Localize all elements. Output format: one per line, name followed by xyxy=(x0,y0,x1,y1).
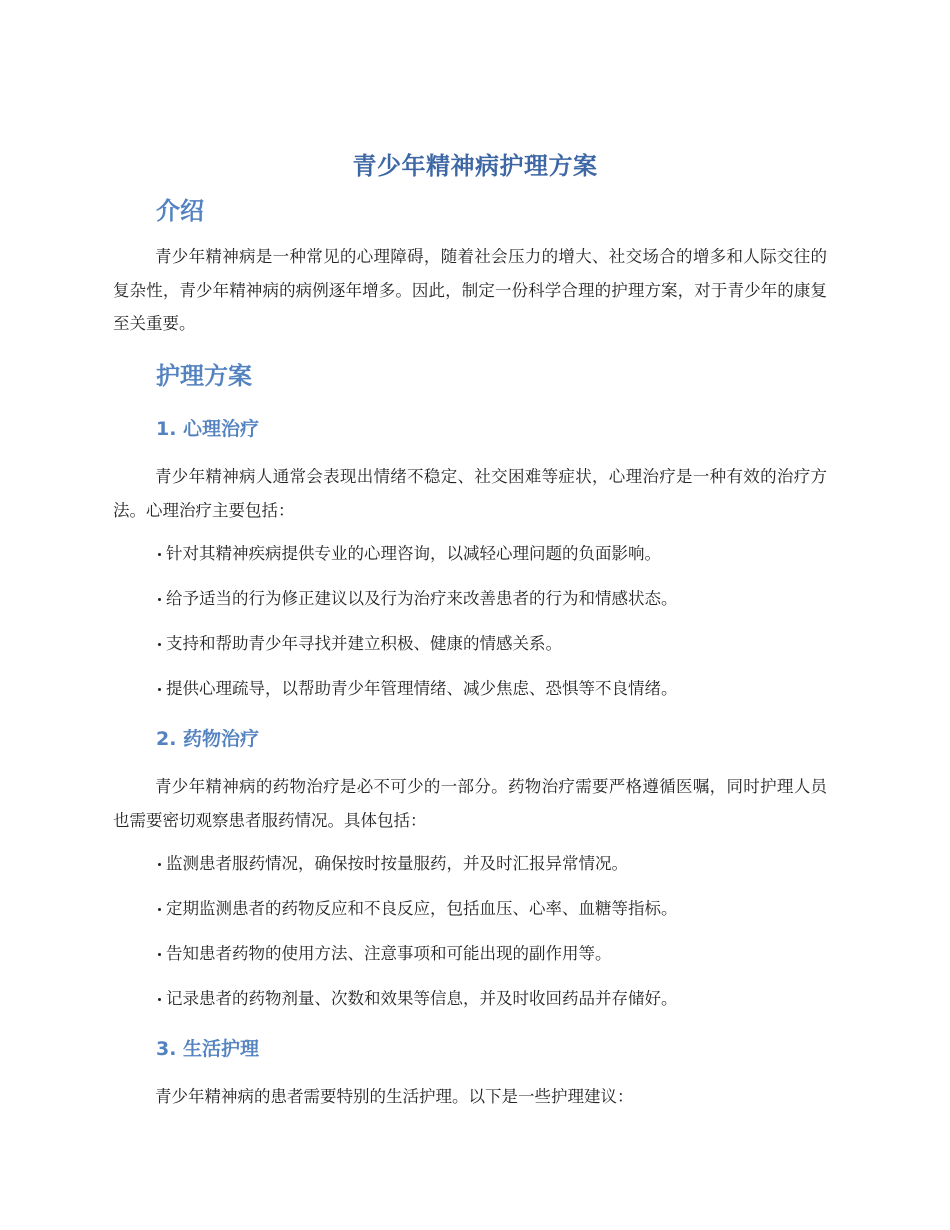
bullet-icon xyxy=(158,953,161,956)
bullet-icon xyxy=(158,688,161,691)
list-item: 提供心理疏导，以帮助青少年管理情绪、减少焦虑、恐惧等不良情绪。 xyxy=(156,677,678,701)
bullet-icon xyxy=(158,553,161,556)
section-paragraph-daily-care: 青少年精神病的患者需要特别的生活护理。以下是一些护理建议： xyxy=(155,1087,634,1106)
list-item: 告知患者药物的使用方法、注意事项和可能出现的副作用等。 xyxy=(156,942,612,966)
section-paragraph-psychotherapy: 青少年精神病人通常会表现出情绪不稳定、社交困难等症状，心理治疗是一种有效的治疗方法。心理治疗主要包括： xyxy=(113,467,827,520)
bullet-icon xyxy=(158,643,161,646)
section-paragraph-medication: 青少年精神病的药物治疗是必不可少的一部分。药物治疗需要严格遵循医嘱，同时护理人员也需要密切观察患者服药情况。具体包括： xyxy=(113,777,827,830)
list-item: 记录患者的药物剂量、次数和效果等信息，并及时收回药品并存储好。 xyxy=(156,987,678,1011)
document-title: 青少年精神病护理方案 xyxy=(352,152,598,180)
section-heading-psychotherapy: 1. 心理治疗 xyxy=(156,418,260,440)
list-item: 定期监测患者的药物反应和不良反应，包括血压、心率、血糖等指标。 xyxy=(156,897,678,921)
section-heading-medication: 2. 药物治疗 xyxy=(156,728,260,750)
list-item: 监测患者服药情况，确保按时按量服药，并及时汇报异常情况。 xyxy=(156,852,628,876)
bullet-icon xyxy=(158,998,161,1001)
bullet-icon xyxy=(158,908,161,911)
bullet-icon xyxy=(158,863,161,866)
list-item: 针对其精神疾病提供专业的心理咨询，以减轻心理问题的负面影响。 xyxy=(156,542,661,566)
list-item: 给予适当的行为修正建议以及行为治疗来改善患者的行为和情感状态。 xyxy=(156,587,678,611)
section-heading-daily-care: 3. 生活护理 xyxy=(156,1038,260,1060)
list-item: 支持和帮助青少年寻找并建立积极、健康的情感关系。 xyxy=(156,632,562,656)
heading-intro: 介绍 xyxy=(156,197,204,225)
heading-plan: 护理方案 xyxy=(156,362,252,390)
intro-paragraph: 青少年精神病是一种常见的心理障碍，随着社会压力的增大、社交场合的增多和人际交往的复杂性，青少年精神病的病例逐年增多。因此，制定一份科学合理的护理方案，对于青少年的康复至关重要。 xyxy=(113,247,827,333)
bullet-icon xyxy=(158,598,161,601)
